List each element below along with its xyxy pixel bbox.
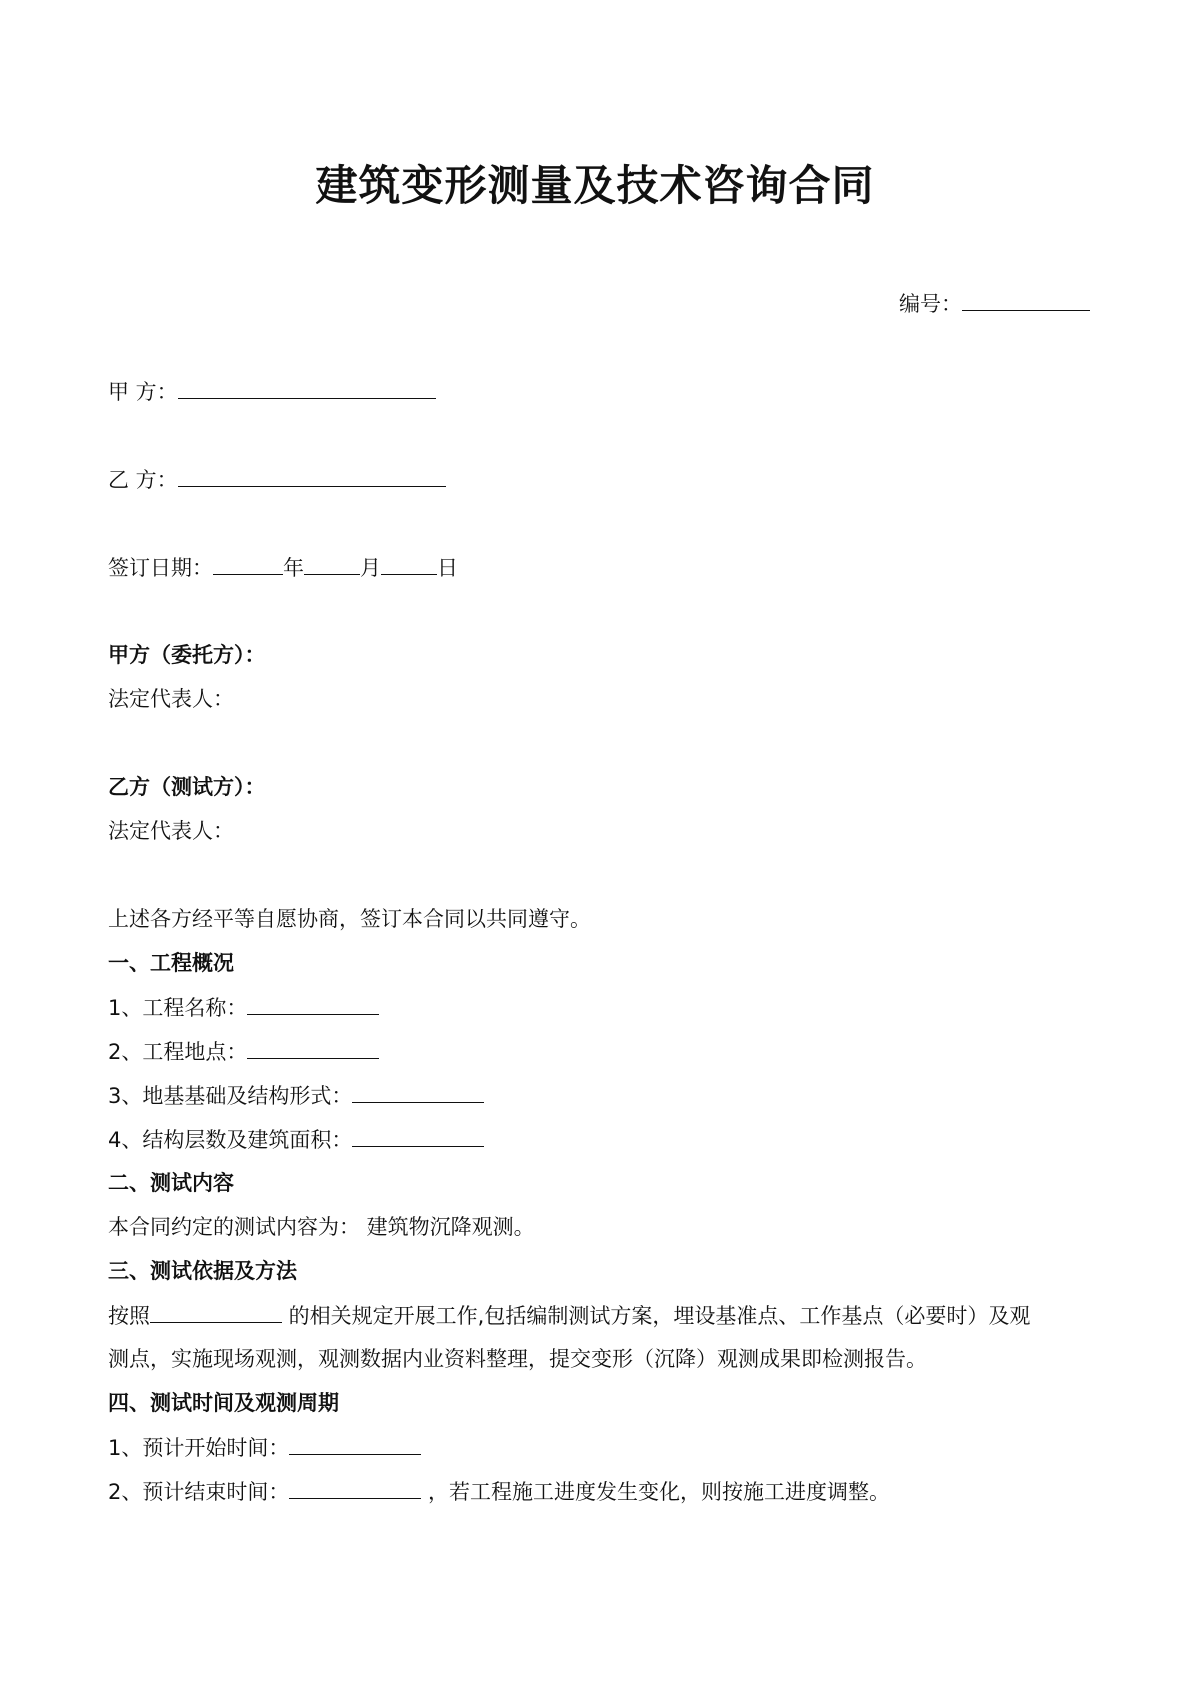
project-location-blank[interactable]: [247, 1036, 379, 1059]
party-b-line: [108, 464, 446, 495]
party-a-heading: 甲方（委托方）：: [108, 643, 266, 667]
section2-heading: 二、测试内容: [108, 1171, 234, 1195]
section3-text-line1: [108, 1300, 1030, 1331]
contract-number-label: 编号：: [899, 292, 962, 316]
intro-text: 上述各方经平等自愿协商，签订本合同以共同遵守。: [108, 907, 591, 931]
foundation-structure-label: 3、地基基础及结构形式：: [108, 1084, 353, 1108]
standard-blank[interactable]: [150, 1300, 282, 1323]
section3-rest: 的相关规定开展工作,包括编制测试方案，埋设基准点、工作基点（必要时）及观: [282, 1304, 1031, 1328]
foundation-structure-blank[interactable]: [352, 1080, 484, 1103]
section3-prefix: 按照: [108, 1304, 150, 1328]
party-b-representative: 法定代表人：: [108, 819, 234, 843]
project-location-label: 2、工程地点：: [108, 1040, 248, 1064]
party-b-blank[interactable]: [178, 464, 446, 487]
section1-heading: 一、工程概况: [108, 951, 234, 975]
end-time-suffix: ，若工程施工进度发生变化，则按施工进度调整。: [421, 1480, 891, 1504]
floors-area-line: [108, 1124, 484, 1155]
contract-number-blank[interactable]: [962, 288, 1090, 311]
year-unit: 年: [283, 556, 304, 580]
floors-area-label: 4、结构层数及建筑面积：: [108, 1128, 353, 1152]
contract-number: [899, 288, 1090, 319]
foundation-structure-line: [108, 1080, 484, 1111]
party-a-representative: 法定代表人：: [108, 687, 234, 711]
party-b-label: 乙 方：: [108, 468, 178, 492]
party-b-heading: 乙方（测试方）：: [108, 775, 266, 799]
document-title: 建筑变形测量及技术咨询合同: [315, 161, 875, 210]
sign-month-blank[interactable]: [304, 552, 360, 575]
party-a-blank[interactable]: [178, 376, 436, 399]
sign-day-blank[interactable]: [381, 552, 437, 575]
section3-text-line2: 测点，实施现场观测，观测数据内业资料整理，提交变形（沉降）观测成果即检测报告。: [108, 1347, 927, 1371]
sign-date-line: [108, 552, 458, 583]
section4-heading: 四、测试时间及观测周期: [108, 1391, 339, 1415]
project-name-label: 1、工程名称：: [108, 996, 248, 1020]
end-time-label: 2、预计结束时间：: [108, 1480, 290, 1504]
section2-text: 本合同约定的测试内容为： 建筑物沉降观测。: [108, 1215, 535, 1239]
start-time-label: 1、预计开始时间：: [108, 1436, 290, 1460]
section3-heading: 三、测试依据及方法: [108, 1259, 297, 1283]
floors-area-blank[interactable]: [352, 1124, 484, 1147]
party-a-label: 甲 方：: [108, 380, 178, 404]
project-name-blank[interactable]: [247, 992, 379, 1015]
end-time-line: [108, 1476, 890, 1507]
start-time-line: [108, 1432, 421, 1463]
project-location-line: [108, 1036, 379, 1067]
start-time-blank[interactable]: [289, 1432, 421, 1455]
party-a-line: [108, 376, 436, 407]
end-time-blank[interactable]: [289, 1476, 421, 1499]
sign-date-label: 签订日期：: [108, 556, 213, 580]
project-name-line: [108, 992, 379, 1023]
month-unit: 月: [360, 556, 381, 580]
sign-year-blank[interactable]: [213, 552, 283, 575]
day-unit: 日: [437, 556, 458, 580]
